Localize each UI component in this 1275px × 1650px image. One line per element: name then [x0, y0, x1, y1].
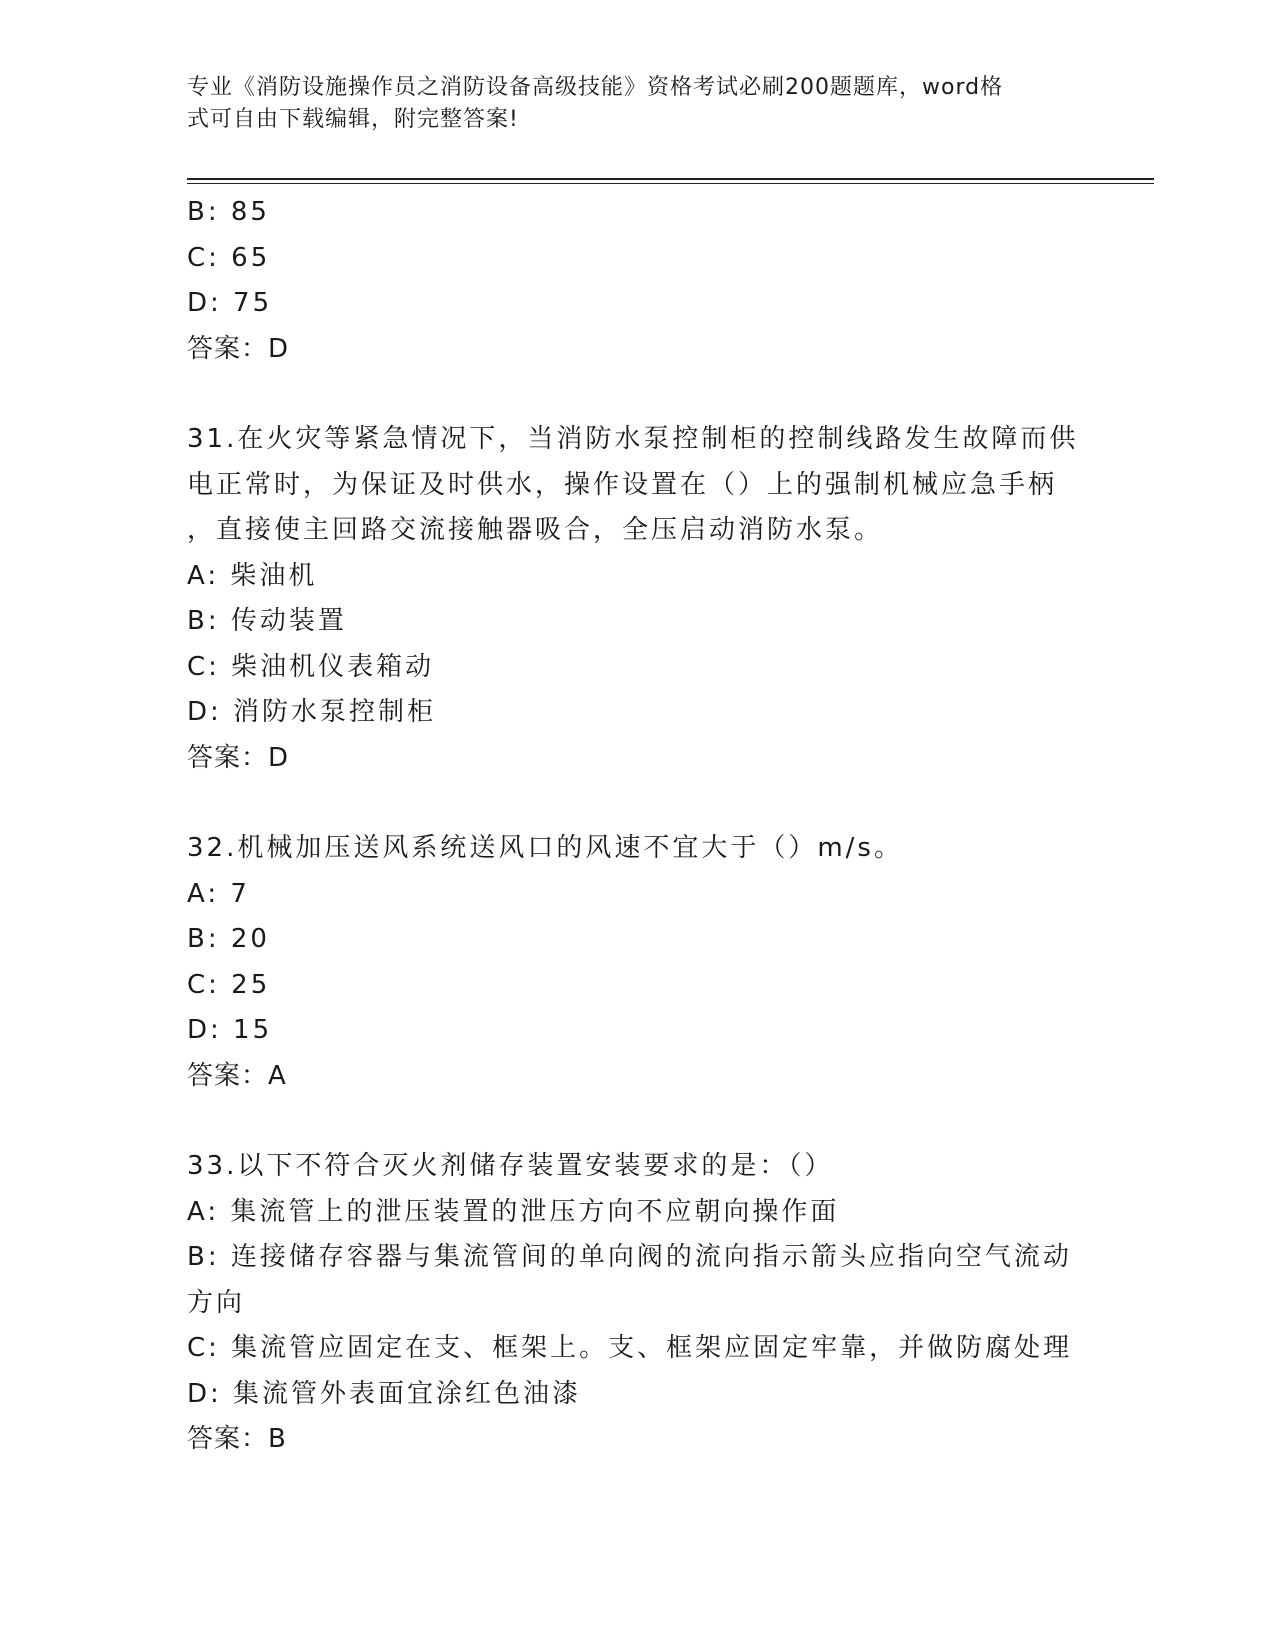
- option-a: A: 7: [187, 878, 250, 909]
- option-a: A: 集流管上的泄压装置的泄压方向不应朝向操作面: [187, 1196, 840, 1227]
- option-d: D: 消防水泵控制柜: [187, 697, 437, 727]
- answer-line: 答案：B: [187, 1424, 287, 1454]
- question-stem-line: 33.以下不符合灭火剂储存装置安装要求的是：（）: [187, 1151, 834, 1181]
- question-stem-line: ，直接使主回路交流接触器吸合，全压启动消防水泵。: [187, 515, 884, 545]
- question-stem-line: 32.机械加压送风系统送风口的风速不宜大于（）m/s。: [187, 833, 903, 863]
- option-c: C: 25: [187, 969, 271, 1000]
- option-c: C: 65: [187, 242, 271, 273]
- question-33: [187, 1144, 1087, 1463]
- option-b: B: 传动装置: [187, 606, 347, 636]
- answer-line: 答案：D: [187, 333, 290, 364]
- question-31: [187, 417, 1087, 781]
- option-b-continued: 方向: [187, 1287, 246, 1318]
- option-c: C: 集流管应固定在支、框架上。支、框架应固定牢靠，并做防腐处理: [187, 1333, 1073, 1363]
- header-line-2: 式可自由下载编辑，附完整答案!: [187, 107, 519, 132]
- answer-line: 答案：A: [187, 1060, 287, 1091]
- header-rule-thin: [187, 183, 1154, 184]
- option-d: D: 75: [187, 288, 273, 318]
- question-stem-line: 31.在火灾等紧急情况下，当消防水泵控制柜的控制线路发生故障而供: [187, 424, 1079, 454]
- page-header: [187, 72, 1087, 136]
- document-body: [187, 190, 1087, 1463]
- option-b: B: 20: [187, 924, 270, 954]
- option-a: A: 柴油机: [187, 560, 318, 591]
- option-b: B: 85: [187, 197, 270, 227]
- header-rule-thick: [187, 178, 1154, 180]
- option-d: D: 集流管外表面宜涂红色油漆: [187, 1378, 582, 1409]
- option-d: D: 15: [187, 1015, 273, 1045]
- header-line-1: 专业《消防设施操作员之消防设备高级技能》资格考试必刷200题题库，word格: [187, 75, 1004, 100]
- question-32: [187, 826, 1087, 1099]
- question-stem-line: 电正常时，为保证及时供水，操作设置在（）上的强制机械应急手柄: [187, 469, 1058, 500]
- option-c: C: 柴油机仪表箱动: [187, 651, 435, 682]
- answer-line: 答案：D: [187, 742, 290, 773]
- question-30-partial: [187, 190, 1087, 372]
- option-b: B: 连接储存容器与集流管间的单向阀的流向指示箭头应指向空气流动: [187, 1242, 1072, 1272]
